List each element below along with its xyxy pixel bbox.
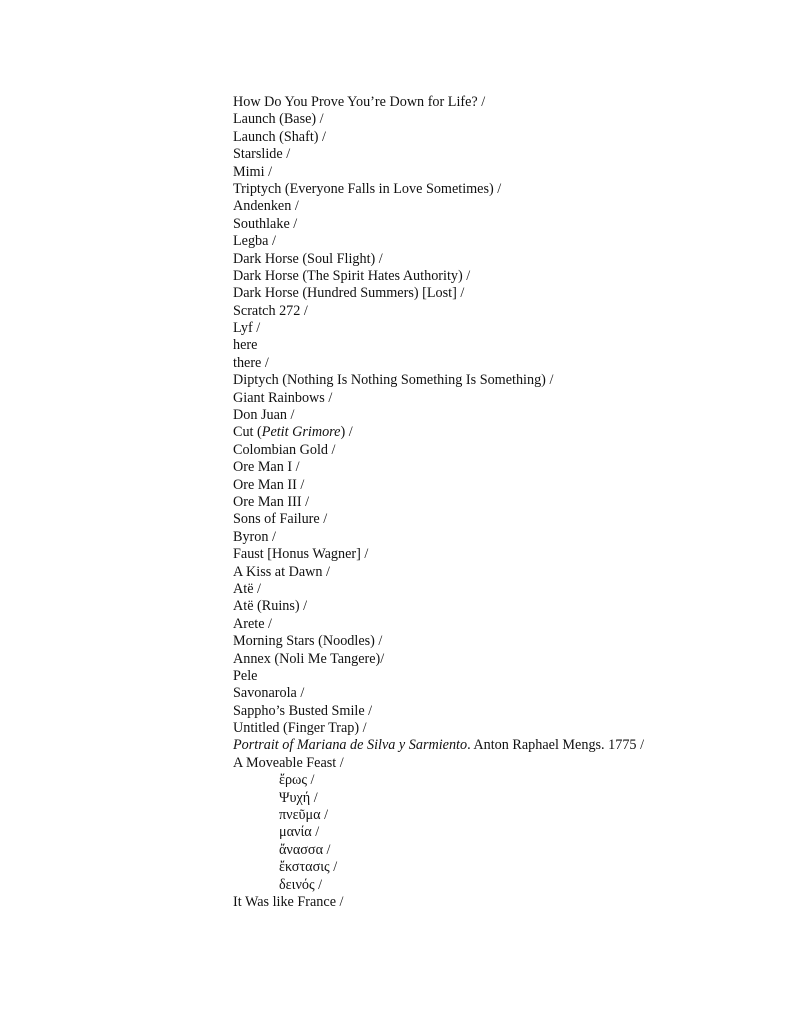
greek-item: ἄνασσα / bbox=[279, 841, 331, 858]
list-item: Savonarola / bbox=[233, 685, 305, 702]
list-item: Ore Man II / bbox=[233, 476, 305, 493]
greek-item: πνεῦμα / bbox=[279, 807, 329, 824]
greek-item: ἔρως / bbox=[279, 772, 315, 789]
list-item: Scratch 272 / bbox=[233, 302, 308, 319]
list-item: Dark Horse (Soul Flight) / bbox=[233, 250, 383, 267]
list-item: Dark Horse (The Spirit Hates Authority) / bbox=[233, 267, 471, 284]
greek-item: δεινός / bbox=[279, 876, 323, 893]
list-item: here bbox=[233, 337, 258, 354]
list-item: Andenken / bbox=[233, 198, 299, 215]
list-item: Sappho’s Busted Smile / bbox=[233, 702, 373, 719]
list-item: Triptych (Everyone Falls in Love Sometimes) / bbox=[233, 180, 502, 197]
list-item: Ore Man III / bbox=[233, 493, 310, 510]
list-item: Don Juan / bbox=[233, 407, 295, 424]
list-item: Launch (Base) / bbox=[233, 111, 324, 128]
list-item: Byron / bbox=[233, 528, 276, 545]
list-item: Ore Man I / bbox=[233, 459, 300, 476]
list-item: A Kiss at Dawn / bbox=[233, 563, 330, 580]
list-item-cut bbox=[233, 424, 773, 441]
greek-item: Ψυχή / bbox=[279, 789, 318, 806]
list-item: Faust [Honus Wagner] / bbox=[233, 546, 369, 563]
greek-item: ἔκστασις / bbox=[279, 859, 338, 876]
list-item: Giant Rainbows / bbox=[233, 389, 333, 406]
list-item-last: It Was like France / bbox=[233, 893, 344, 910]
list-item: Diptych (Nothing Is Nothing Something Is Something) / bbox=[233, 372, 554, 389]
list-item: there / bbox=[233, 354, 269, 371]
title-list bbox=[233, 94, 773, 911]
greek-item: μανία / bbox=[279, 824, 320, 841]
cut-prefix: Cut ( bbox=[233, 424, 262, 441]
list-item: Pele bbox=[233, 667, 258, 684]
list-item: Dark Horse (Hundred Summers) [Lost] / bbox=[233, 285, 465, 302]
portrait-suffix: . Anton Raphael Mengs. 1775 / bbox=[467, 737, 645, 754]
list-item: Atë (Ruins) / bbox=[233, 598, 308, 615]
list-item: Annex (Noli Me Tangere)/ bbox=[233, 650, 385, 667]
list-item: Lyf / bbox=[233, 320, 261, 337]
list-item: Launch (Shaft) / bbox=[233, 128, 326, 145]
list-item: Southlake / bbox=[233, 215, 298, 232]
list-item: How Do You Prove You’re Down for Life? / bbox=[233, 94, 486, 110]
list-item-feast: A Moveable Feast / bbox=[233, 754, 344, 771]
list-item: Legba / bbox=[233, 233, 276, 250]
portrait-italic-title: Portrait of Mariana de Silva y Sarmiento bbox=[233, 737, 468, 754]
list-item: Atë / bbox=[233, 580, 261, 597]
list-item: Mimi / bbox=[233, 163, 273, 180]
cut-italic-title: Petit Grimore bbox=[261, 424, 341, 441]
list-item: Untitled (Finger Trap) / bbox=[233, 720, 367, 737]
list-item: Colombian Gold / bbox=[233, 441, 336, 458]
cut-suffix: ) / bbox=[340, 424, 353, 441]
list-item: Sons of Failure / bbox=[233, 511, 328, 528]
list-item: Starslide / bbox=[233, 146, 291, 163]
list-item: Morning Stars (Noodles) / bbox=[233, 633, 383, 650]
list-item: Arete / bbox=[233, 615, 272, 632]
list-item-portrait bbox=[233, 737, 773, 754]
